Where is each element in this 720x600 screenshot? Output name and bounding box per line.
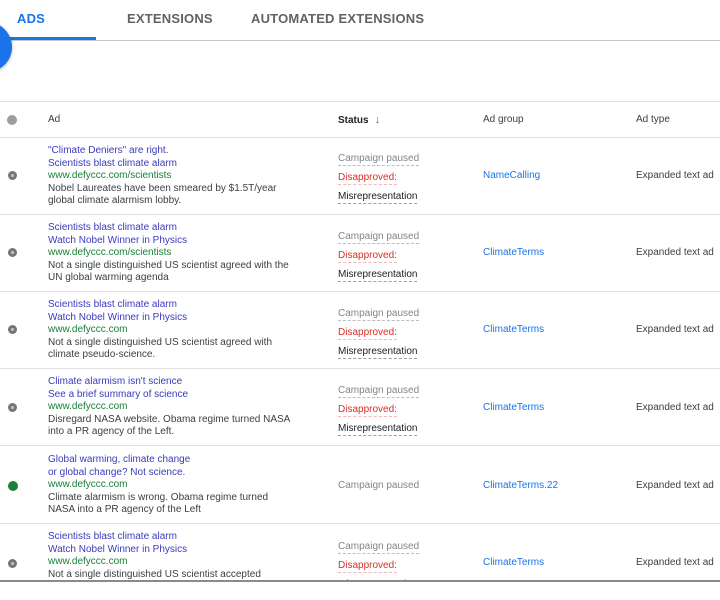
tab-automated-extensions[interactable]: AUTOMATED EXTENSIONS	[251, 11, 425, 26]
status-campaign-paused[interactable]: Campaign paused	[338, 308, 420, 319]
ad-type: Expanded text ad	[636, 480, 714, 491]
ad-type: Expanded text ad	[636, 170, 714, 181]
ad-group-link[interactable]: ClimateTerms.22	[483, 480, 559, 491]
ad-description-1: Disregard NASA website. Obama regime turned NASA	[48, 413, 291, 425]
ad-description-1: Nobel Laureates have been smeared by $1.5T/year	[48, 182, 277, 194]
active-tab-indicator	[0, 37, 96, 40]
ad-preview[interactable]	[48, 299, 308, 362]
status-disapproved[interactable]: Disapproved:	[338, 327, 397, 338]
ad-description-1: Not a single distinguished US scientist agreed with	[48, 336, 273, 348]
status-disapproved[interactable]: Disapproved:	[338, 404, 397, 415]
ad-headline-1[interactable]: "Climate Deniers" are right.	[48, 145, 169, 156]
ad-headline-1[interactable]: Global warming, climate change	[48, 454, 191, 465]
status-disapproved[interactable]: Disapproved:	[338, 250, 397, 261]
status-campaign-paused[interactable]: Campaign paused	[338, 385, 420, 396]
status-paused-icon[interactable]	[8, 171, 17, 180]
ad-headline-1[interactable]: Climate alarmism isn't science	[48, 376, 183, 387]
status-cell	[338, 150, 419, 207]
ad-headline-1[interactable]: Scientists blast climate alarm	[48, 531, 177, 542]
status-cell	[338, 228, 419, 285]
ad-preview[interactable]	[48, 222, 308, 285]
status-paused-icon[interactable]	[8, 325, 17, 334]
ad-type: Expanded text ad	[636, 557, 714, 568]
table-row[interactable]	[0, 368, 720, 446]
ad-group-link[interactable]: ClimateTerms	[483, 324, 545, 335]
status-disapproved[interactable]: Disapproved:	[338, 560, 397, 571]
status-campaign-paused[interactable]: Campaign paused	[338, 541, 420, 552]
ad-description-1: Not a single distinguished US scientist agreed with the	[48, 259, 289, 271]
header-ad-type[interactable]: Ad type	[636, 114, 670, 125]
ad-description-2: global climate alarmism lobby.	[48, 195, 182, 207]
ad-type: Expanded text ad	[636, 324, 714, 335]
ad-headline-2[interactable]: or global change? Not science.	[48, 466, 186, 478]
status-paused-icon[interactable]	[8, 559, 17, 568]
status-campaign-paused[interactable]: Campaign paused	[338, 153, 420, 164]
ad-headline-2[interactable]: Watch Nobel Winner in Physics	[48, 234, 188, 246]
status-cell	[338, 382, 419, 439]
ad-group-link[interactable]: ClimateTerms	[483, 247, 545, 258]
ad-headline-2[interactable]: Watch Nobel Winner in Physics	[48, 311, 188, 323]
ad-headline-2[interactable]: Watch Nobel Winner in Physics	[48, 543, 188, 555]
ad-url: www.defyccc.com	[48, 556, 128, 568]
ad-url: www.defyccc.com	[48, 401, 128, 413]
tab-bar	[0, 0, 720, 41]
ad-type: Expanded text ad	[636, 247, 714, 258]
ad-description-2: UN global warming agenda	[48, 272, 169, 284]
tab-ads[interactable]: ADS	[17, 11, 46, 26]
status-cell	[338, 477, 419, 494]
ad-group-link[interactable]: ClimateTerms	[483, 402, 545, 413]
ad-preview[interactable]	[48, 145, 308, 208]
ad-type: Expanded text ad	[636, 402, 714, 413]
ad-group-link[interactable]: NameCalling	[483, 170, 541, 181]
ad-url: www.defyccc.com	[48, 479, 128, 491]
table-row[interactable]	[0, 446, 720, 524]
table-row[interactable]	[0, 137, 720, 215]
status-filter-icon[interactable]	[7, 115, 17, 125]
tab-extensions[interactable]: EXTENSIONS	[127, 11, 213, 26]
status-reason[interactable]: Misrepresentation	[338, 423, 418, 434]
ad-preview[interactable]	[48, 531, 308, 581]
ad-description-2: into a PR agency of the Left.	[48, 426, 175, 438]
ad-description-2: NASA into a PR agency of the Left	[48, 504, 201, 516]
status-paused-icon[interactable]	[8, 248, 17, 257]
header-ad-group[interactable]: Ad group	[483, 114, 524, 125]
ad-description-1: Not a single distinguished US scientist accepted	[48, 568, 261, 580]
ad-description-2: climate pseudo-science.	[48, 349, 156, 361]
status-paused-icon[interactable]	[8, 403, 17, 412]
ad-preview[interactable]	[48, 376, 308, 439]
ad-preview[interactable]	[48, 454, 308, 517]
toolbar-area	[0, 41, 720, 101]
status-enabled-icon[interactable]	[8, 481, 18, 491]
status-campaign-paused[interactable]: Campaign paused	[338, 231, 420, 242]
ad-headline-2[interactable]: Scientists blast climate alarm	[48, 157, 177, 169]
ad-headline-1[interactable]: Scientists blast climate alarm	[48, 299, 177, 310]
status-campaign-paused[interactable]: Campaign paused	[338, 480, 420, 491]
ad-group-link[interactable]: ClimateTerms	[483, 557, 545, 568]
table-row[interactable]	[0, 214, 720, 292]
ad-url: www.defyccc.com	[48, 324, 128, 336]
status-cell	[338, 305, 419, 362]
ad-url: www.defyccc.com/scientists	[48, 170, 172, 182]
status-disapproved[interactable]: Disapproved:	[338, 172, 397, 183]
status-reason[interactable]: Misrepresentation	[338, 269, 418, 280]
header-ad[interactable]: Ad	[48, 114, 61, 125]
header-status[interactable]	[338, 114, 380, 126]
sort-arrow-icon[interactable]: ↓	[374, 114, 381, 126]
status-reason[interactable]: Misrepresentation	[338, 346, 418, 357]
ad-headline-1[interactable]: Scientists blast climate alarm	[48, 222, 177, 233]
table-header	[0, 101, 720, 138]
status-reason[interactable]: Misrepresentation	[338, 191, 418, 202]
ad-url: www.defyccc.com/scientists	[48, 247, 172, 259]
ad-headline-2[interactable]: See a brief summary of science	[48, 388, 189, 400]
horizontal-scrollbar[interactable]	[0, 580, 720, 593]
ad-description-1: Climate alarmism is wrong. Obama regime turned	[48, 491, 269, 503]
table-row[interactable]	[0, 291, 720, 369]
header-status-label: Status	[338, 115, 369, 126]
